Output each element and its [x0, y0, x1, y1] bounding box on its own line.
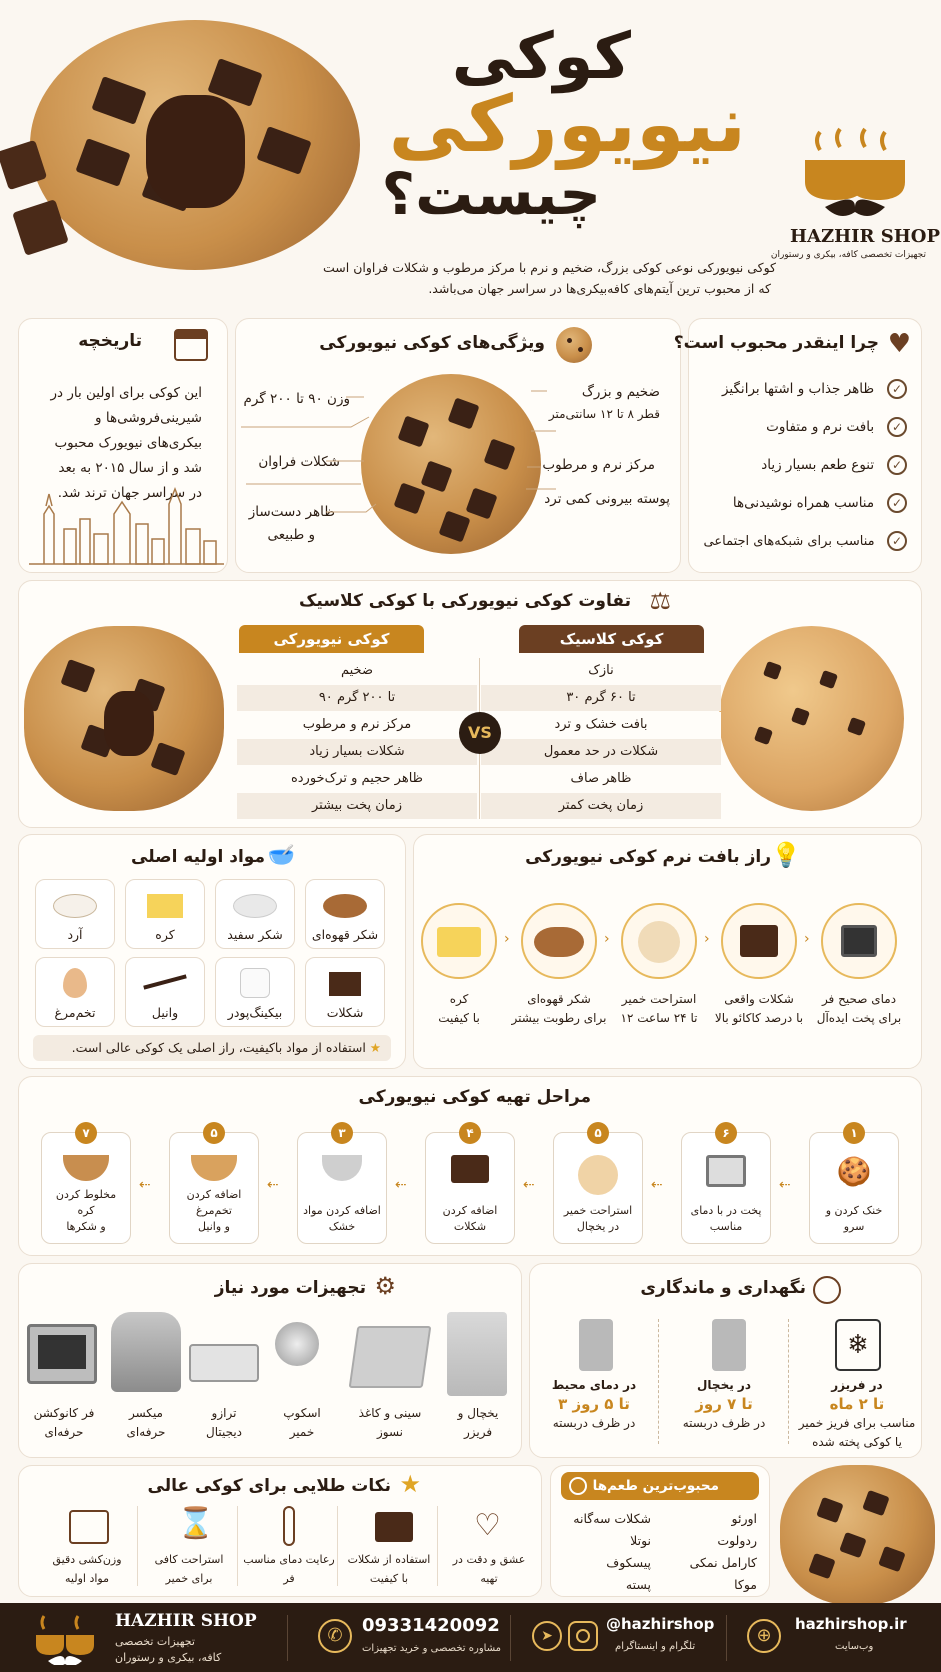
feature-diameter: قطر ۸ تا ۱۲ سانتی‌متر: [548, 407, 660, 421]
compare-ny-row: مرکز نرم و مرطوب: [237, 712, 477, 738]
fridge-icon: [712, 1319, 746, 1371]
compare-classic-row: بافت خشک و ترد: [481, 712, 721, 738]
storage-card: [529, 1263, 922, 1458]
flavors-title: محبوب‌ترین طعم‌ها: [561, 1472, 759, 1500]
footer: [0, 1603, 941, 1672]
storage-room-temp: در دمای محیط ۳ تا ۵ روز در ظرف دربسته: [551, 1378, 637, 1430]
ingredient-egg: تخم‌مرغ: [35, 957, 115, 1027]
classic-column-header: کوکی کلاسیک: [519, 625, 704, 653]
snowflake-icon: ❄: [835, 1319, 881, 1371]
why-item: ✓ مناسب همراه نوشیدنی‌ها: [697, 493, 907, 531]
step-card: ۱ 🍪 خنک کردن و سرو: [809, 1132, 899, 1244]
baking-tray-image: [349, 1326, 432, 1388]
secret-item: شکر قهوه‌ای برای رطوبت بیشتر: [511, 992, 607, 1025]
compare-ny-row: ۹۰ تا ۲۰۰ گرم: [237, 685, 477, 711]
arrow-icon: ⇠: [651, 1177, 663, 1193]
footer-brand: HAZHIR SHOP: [115, 1611, 257, 1631]
heart-icon: ♥: [887, 329, 911, 359]
footer-social-sub: تلگرام و اینستاگرام: [615, 1641, 696, 1652]
secret-item: کره با کیفیت: [438, 992, 480, 1025]
star-icon: ★: [399, 1470, 421, 1498]
equipment-label: فر کانوکشن حرفه‌ای: [33, 1406, 95, 1439]
footer-social[interactable]: @hazhirshop: [606, 1615, 715, 1633]
star-icon: ★: [369, 1040, 381, 1055]
intro-line-1: کوکی نیویورکی نوعی کوکی بزرگ، ضخیم و نرم با مرکز مرطوب و شکلات فراوان است: [323, 260, 776, 275]
storage-fridge: در یخچال تا ۷ روز در ظرف دربسته: [682, 1378, 766, 1430]
arrow-icon: ›: [804, 931, 810, 947]
feature-weight: وزن ۹۰ تا ۲۰۰ گرم: [243, 391, 350, 407]
lightbulb-icon: 💡: [771, 841, 801, 869]
arrow-icon: ⇠: [523, 1177, 535, 1193]
flavor-list: اورئو ردولوت کارامل نمکی موکا: [689, 1511, 757, 1592]
feature-thick: ضخیم و بزرگ: [581, 384, 660, 400]
ingredient-brown-sugar: شکر قهوه‌ای: [305, 879, 385, 949]
check-icon: ✓: [887, 417, 907, 437]
compare-ny-row: زمان پخت بیشتر: [237, 793, 477, 819]
chocolate-icon: [721, 903, 797, 979]
title-line-1: کوکی: [451, 20, 631, 94]
ingredient-vanilla: وانیل: [125, 957, 205, 1027]
flavors-card: [550, 1465, 770, 1597]
mixer-image: [111, 1312, 181, 1392]
arrow-icon: ›: [704, 931, 710, 947]
ny-cookie-stack-image: [24, 626, 224, 811]
oven-icon: [821, 903, 897, 979]
step-card: ۷ مخلوط کردن کره و شکرها: [41, 1132, 131, 1244]
ingredient-flour: آرد: [35, 879, 115, 949]
steps-title: مراحل تهیه کوکی نیویورکی: [358, 1087, 591, 1107]
storage-title: نگهداری و ماندگاری: [640, 1278, 806, 1298]
check-icon: ✓: [887, 493, 907, 513]
footer-phone[interactable]: 09331420092: [362, 1615, 500, 1636]
ingredients-note: ★ استفاده از مواد باکیفیت، راز اصلی یک کوکی عالی است.: [33, 1035, 391, 1061]
title-line-3: چیست؟: [381, 160, 601, 228]
coffee-cup-icon: [30, 1613, 102, 1665]
check-icon: ✓: [887, 531, 907, 551]
ingredient-butter: کره: [125, 879, 205, 949]
vs-badge: VS: [459, 712, 501, 754]
brand-name: HAZHIR SHOP: [790, 226, 940, 247]
equipment-title: تجهیزات مورد نیاز: [214, 1278, 366, 1298]
compare-ny-row: ضخیم: [237, 658, 477, 684]
arrow-icon: ⇠: [779, 1177, 791, 1193]
cookie-icon: [569, 1477, 587, 1495]
tip-item: عشق و دقت در تهیه: [452, 1553, 526, 1585]
compare-classic-row: نازک: [481, 658, 721, 684]
compare-ny-row: شکلات بسیار زیاد: [237, 739, 477, 765]
arrow-icon: ⇠: [267, 1177, 279, 1193]
secret-item: استراحت خمیر ۱۲ تا ۲۴ ساعت: [620, 992, 698, 1025]
dough-ball-icon: [554, 1155, 642, 1202]
equipment-label: ترازو دیجیتال: [205, 1406, 243, 1439]
divider: [788, 1319, 789, 1444]
globe-icon: ⊕: [747, 1619, 781, 1653]
feature-chocolate: شکلات فراوان: [258, 454, 340, 470]
why-item: ✓ ظاهر جذاب و اشتها برانگیز: [697, 379, 907, 417]
why-item: ✓ تنوع طعم بسیار زیاد: [697, 455, 907, 493]
why-card: [673, 318, 922, 573]
footer-brand-sub-2: کافه، بیکری و رستوران: [115, 1651, 222, 1664]
clock-icon: [813, 1276, 841, 1304]
digital-scale-image: [189, 1344, 259, 1382]
feature-crispy-shell: پوسته بیرونی کمی ترد: [544, 491, 670, 507]
equipment-card: [18, 1263, 522, 1458]
feature-handmade-2: و طبیعی: [267, 527, 315, 543]
arrow-icon: ⇠: [395, 1177, 407, 1193]
step-card: ۵ استراحت خمیر در یخچال: [553, 1132, 643, 1244]
scale-icon: ⚖: [649, 587, 671, 615]
ingredient-chocolate: شکلات: [305, 957, 385, 1027]
ingredient-baking-powder: بیکینگ‌پودر: [215, 957, 295, 1027]
feature-connector-lines: [236, 319, 682, 574]
footer-web-sub: وب‌سایت: [835, 1641, 874, 1652]
dough-ball-icon: [621, 903, 697, 979]
ingredients-card: [18, 834, 406, 1069]
storage-freezer: در فریزر تا ۲ ماه مناسب برای فریز خمیر یا کوکی پخته شده: [798, 1378, 916, 1449]
chocolate-icon: [426, 1155, 514, 1190]
secret-item: شکلات واقعی با درصد کاکائو بالا: [714, 992, 804, 1025]
cookie-icon: 🍪: [836, 1155, 872, 1188]
phone-icon: ✆: [318, 1619, 352, 1653]
check-icon: ✓: [887, 379, 907, 399]
instagram-icon[interactable]: [568, 1621, 598, 1651]
ingredients-title: مواد اولیه اصلی: [131, 847, 265, 867]
refrigerator-image: [447, 1312, 507, 1396]
tip-item: وزن‌کشی دقیق مواد اولیه: [52, 1553, 122, 1585]
mixing-bowl-icon: [42, 1155, 130, 1188]
butter-icon: [421, 903, 497, 979]
arrow-icon: ⇠: [139, 1177, 151, 1193]
equipment-label: اسکوپ خمیر: [283, 1406, 321, 1439]
step-card: ۵ اضافه کردن تخم‌مرغ و وانیل: [169, 1132, 259, 1244]
scale-icon: [69, 1510, 109, 1544]
intro-line-2: که از محبوب ترین آیتم‌های کافه‌بیکری‌ها در سراسر جهان می‌باشد.: [428, 281, 771, 296]
title-line-2: نیویورکی: [388, 80, 746, 170]
step-card: ۶ پخت در با دمای مناسب: [681, 1132, 771, 1244]
tip-item: استراحت کافی برای خمیر: [154, 1553, 224, 1585]
why-item: ✓ مناسب برای شبکه‌های اجتماعی: [697, 531, 907, 569]
tips-title: نکات طلایی برای کوکی عالی: [147, 1476, 391, 1496]
history-title: تاریخچه: [78, 331, 142, 351]
compare-classic-row: ۳۰ تا ۶۰ گرم: [481, 685, 721, 711]
footer-phone-sub: مشاوره تخصصی و خرید تجهیزات: [362, 1643, 501, 1654]
why-item: ✓ بافت نرم و متفاوت: [697, 417, 907, 455]
secret-item: دمای صحیح فر برای پخت ایده‌آل: [816, 992, 902, 1025]
features-card: [235, 318, 681, 573]
ny-column-header: کوکی نیویورکی: [239, 625, 424, 653]
sifter-icon: [298, 1155, 386, 1188]
footer-brand-sub-1: تجهیزات تخصصی: [115, 1635, 195, 1648]
hourglass-icon: ⌛: [177, 1506, 215, 1541]
compare-classic-row: ظاهر صاف: [481, 766, 721, 792]
mixing-bowl-icon: 🥣: [267, 843, 295, 868]
equipment-label: سینی و کاغذ نسوز: [358, 1406, 422, 1439]
oven-icon: [682, 1155, 770, 1194]
scoop-image: [275, 1322, 319, 1366]
features-title: ویژگی‌های کوکی نیویورکی: [319, 333, 545, 353]
compare-title: تفاوت کوکی نیویورکی با کوکی کلاسیک: [298, 591, 631, 611]
history-text: این کوکی برای اولین بار در شیرینی‌فروشی‌ها و بیکری‌های نیویورک محبوب شد و از سال ۲۰۱۵ به بعد در سراسر جهان ترند شد.: [50, 385, 202, 501]
divider: [658, 1319, 659, 1444]
ingredient-white-sugar: شکر سفید: [215, 879, 295, 949]
feature-handmade: ظاهر دست‌ساز: [248, 504, 335, 520]
arrow-icon: ›: [504, 931, 510, 947]
compare-classic-row: زمان پخت کمتر: [481, 793, 721, 819]
classic-cookie-stack-image: [719, 626, 904, 811]
gear-icon: ⚙: [374, 1272, 396, 1300]
steps-card: [18, 1076, 922, 1256]
flavor-list: شکلات سه‌گانه نوتلا پیسکوف پسته: [573, 1511, 651, 1592]
arrow-icon: ›: [604, 931, 610, 947]
secret-title: راز بافت نرم کوکی نیویورکی: [525, 847, 771, 867]
heart-icon: ♡: [474, 1508, 501, 1543]
footer-web[interactable]: hazhirshop.ir: [795, 1615, 907, 1633]
feature-soft-center: مرکز نرم و مرطوب: [542, 457, 655, 473]
history-card: [18, 318, 228, 573]
tip-item: استفاده از شکلات با کیفیت: [347, 1553, 431, 1585]
step-card: ۴ اضافه کردن شکلات: [425, 1132, 515, 1244]
secret-card: [413, 834, 922, 1069]
thermometer-icon: [283, 1506, 295, 1546]
compare-classic-row: شکلات در حد معمول: [481, 739, 721, 765]
compare-ny-row: ظاهر حجیم و ترک‌خورده: [237, 766, 477, 792]
calendar-icon: [174, 329, 208, 361]
convection-oven-image: [27, 1324, 97, 1384]
chocolate-icon: [375, 1512, 413, 1542]
tip-item: رعایت دمای مناسب فر: [243, 1553, 335, 1585]
compare-card: [18, 580, 922, 828]
telegram-icon[interactable]: ➤: [532, 1621, 562, 1651]
bowl-icon: [170, 1155, 258, 1188]
fridge-icon: [579, 1319, 613, 1371]
why-title: چرا اینقدر محبوب است؟: [673, 333, 879, 353]
brown-sugar-icon: [521, 903, 597, 979]
new-york-skyline-icon: [24, 469, 224, 569]
step-card: ۳ اضافه کردن مواد خشک: [297, 1132, 387, 1244]
equipment-label: یخچال و فریزر: [457, 1406, 499, 1439]
tips-card: [18, 1465, 542, 1597]
brand-subtitle: تجهیزات تخصصی کافه، بیکری و رستوران: [770, 250, 926, 260]
coffee-cup-icon: [795, 125, 915, 225]
check-icon: ✓: [887, 455, 907, 475]
equipment-label: میکسر حرفه‌ای: [126, 1406, 166, 1439]
